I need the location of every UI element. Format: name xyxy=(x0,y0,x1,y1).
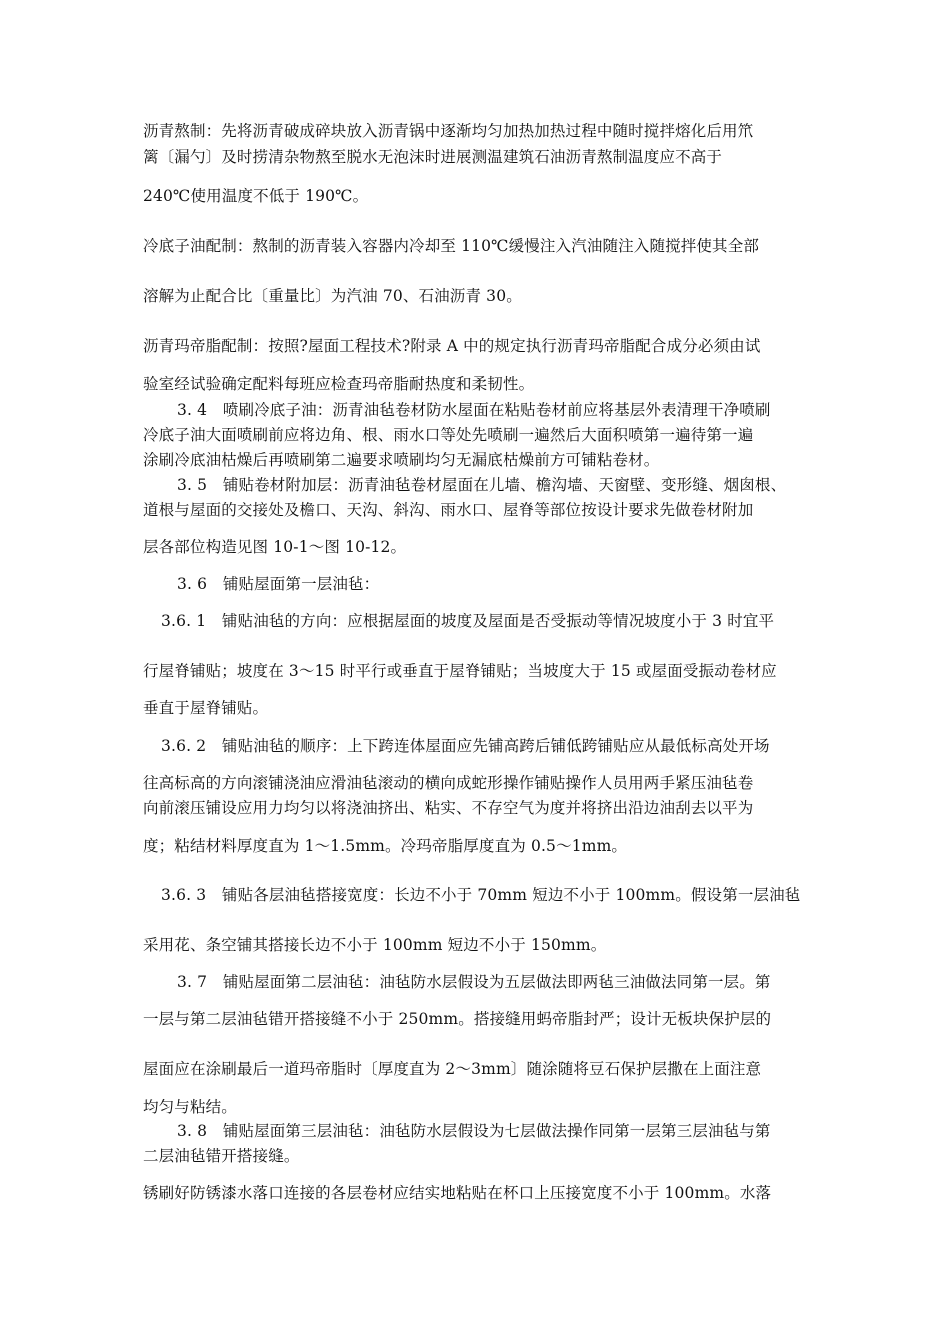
text-line: 一层与第二层油毡错开搭接缝不小于 250mm。搭接缝用蚂帝脂封严；设计无板块保护层的 xyxy=(143,1010,772,1028)
text-line: 层各部位构造见图 10-1～图 10-12。 xyxy=(143,538,407,556)
subsection-heading-line: 3.6. 3 铺贴各层油毡搭接宽度：长边不小于 70mm 短边不小于 100mm。假设第一层油毡 xyxy=(161,886,801,904)
text-line: 采用花、条空铺其搭接长边不小于 100mm 短边不小于 150mm。 xyxy=(143,936,607,954)
subsection-heading-line: 3.6. 2 铺贴油毡的顺序：上下跨连体屋面应先铺高跨后铺低跨铺贴应从最低标高处开场 xyxy=(161,737,770,755)
subsection-heading-line: 3.6. 1 铺贴油毡的方向：应根据屋面的坡度及屋面是否受振动等情况坡度小于 3 时宜平 xyxy=(161,612,775,630)
section-heading-line: 3. 8 铺贴屋面第三层油毡：油毡防水层假设为七层做法操作同第一层第三层油毡与第 xyxy=(177,1122,771,1140)
text-line: 均匀与粘结。 xyxy=(143,1098,237,1116)
section-heading-line: 3. 5 铺贴卷材附加层：沥青油毡卷材屋面在儿墙、檐沟墙、天窗壁、变形缝、烟囱根、 xyxy=(177,476,787,494)
section-heading-line: 3. 7 铺贴屋面第二层油毡：油毡防水层假设为五层做法即两毡三油做法同第一层。第 xyxy=(177,973,771,991)
section-heading-line: 3. 6 铺贴屋面第一层油毡： xyxy=(177,575,380,593)
text-line: 验室经试验确定配料每班应检查玛帝脂耐热度和柔韧性。 xyxy=(143,375,535,393)
text-line: 沥青玛帝脂配制：按照?屋面工程技术?附录 A 中的规定执行沥青玛帝脂配合成分必须由试 xyxy=(143,337,761,355)
text-line: 冷底子油配制：熬制的沥青装入容器内冷却至 110℃缓慢注入汽油随注入随搅拌使其全部 xyxy=(143,237,760,255)
text-line: 往高标高的方向滚铺浇油应滑油毡滚动的横向成蛇形操作铺贴操作人员用两手紧压油毡卷 xyxy=(143,774,754,792)
text-line: 垂直于屋脊铺贴。 xyxy=(143,699,269,717)
text-line: 屋面应在涂刷最后一道玛帝脂时〔厚度直为 2～3mm〕随涂随将豆石保护层撒在上面注意 xyxy=(143,1060,762,1078)
text-line: 锈刷好防锈漆水落口连接的各层卷材应结实地粘贴在杯口上压接宽度不小于 100mm。水落 xyxy=(143,1184,772,1202)
text-line: 道根与屋面的交接处及檐口、天沟、斜沟、雨水口、屋脊等部位按设计要求先做卷材附加 xyxy=(143,501,754,519)
text-line: 度；粘结材料厚度直为 1～1.5mm。冷玛帝脂厚度直为 0.5～1mm。 xyxy=(143,837,628,855)
text-line: 涂刷冷底油枯燥后再喷刷第二遍要求喷刷均匀无漏底枯燥前方可铺粘卷材。 xyxy=(143,451,660,469)
text-line: 向前滚压铺设应用力均匀以将浇油挤出、粘实、不存空气为度并将挤出沿边油刮去以平为 xyxy=(143,799,754,817)
text-line: 240℃使用温度不低于 190℃。 xyxy=(143,187,369,205)
text-line: 行屋脊铺贴；坡度在 3～15 时平行或垂直于屋脊铺贴；当坡度大于 15 或屋面受振动卷材应 xyxy=(143,662,777,680)
text-line: 篱〔漏勺〕及时捞清杂物熬至脱水无泡沫时进展测温建筑石油沥青熬制温度应不高于 xyxy=(143,148,723,166)
text-line: 二层油毡错开搭接缝。 xyxy=(143,1147,300,1165)
text-line: 溶解为止配合比〔重量比〕为汽油 70、石油沥青 30。 xyxy=(143,287,522,305)
text-line: 沥青熬制：先将沥青破成碎块放入沥青锅中逐渐均匀加热加热过程中随时搅拌熔化后用笊 xyxy=(143,122,754,140)
text-line: 冷底子油大面喷刷前应将边角、根、雨水口等处先喷刷一遍然后大面积喷第一遍待第一遍 xyxy=(143,426,754,444)
section-heading-line: 3. 4 喷刷冷底子油：沥青油毡卷材防水屋面在粘贴卷材前应将基层外表清理干净喷刷 xyxy=(177,401,771,419)
